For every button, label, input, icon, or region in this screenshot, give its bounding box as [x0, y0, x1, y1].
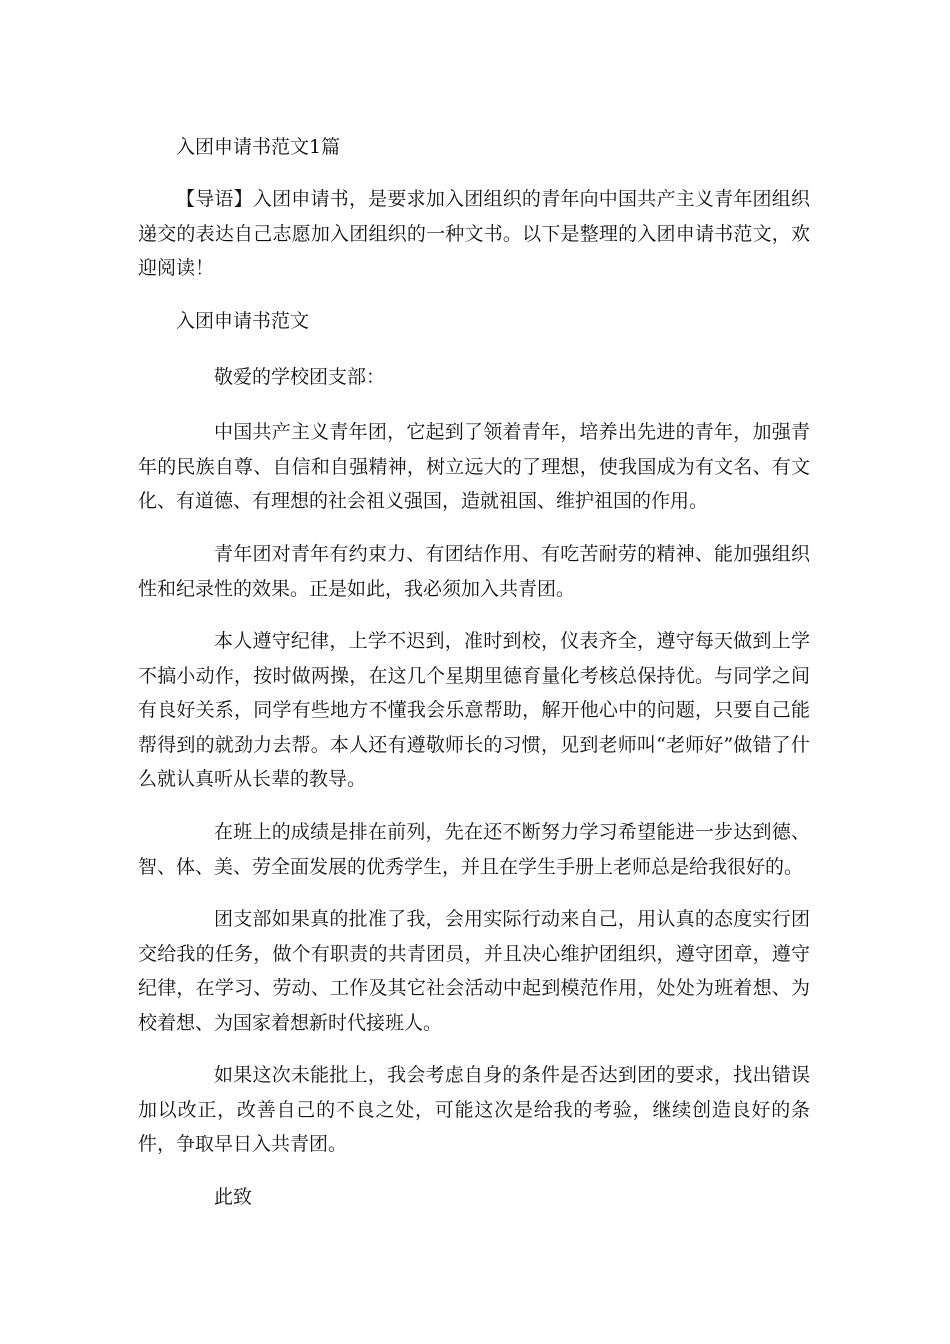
body-paragraph: 中国共产主义青年团，它起到了领着青年，培养出先进的青年，加强青年的民族自尊、自信和自强精神，树立远大的了理想，使我国成为有文名、有文化、有道德、有理想的社会祖义强国，造就祖国、维护祖国的作用。 [138, 421, 810, 512]
body-paragraph: 团支部如果真的批准了我，会用实际行动来自己，用认真的态度实行团交给我的任务，做个有职责的共青团员，并且决心维护团组织，遵守团章，遵守纪律，在学习、劳动、工作及其它社会活动中起到模范作用，处处为班着想、为校着想、为国家着想新时代接班人。 [138, 908, 810, 1034]
closing: 此致 [214, 1186, 253, 1208]
body-paragraph: 本人遵守纪律，上学不迟到，准时到校，仪表齐全，遵守每天做到上学不搞小动作，按时做两操，在这几个星期里德育量化考核总保持优。与同学之间有良好关系，同学有些地方不懂我会乐意帮助，解开他心中的问题，只要自己能帮得到的就劲力去帮。本人还有遵敬师长的习惯，见到老师叫“老师好”做错了什么就认真听从长辈的教导。 [138, 630, 810, 790]
body-paragraph: 如果这次未能批上，我会考虑自身的条件是否达到团的要求，找出错误加以改正，改善自己的不良之处，可能这次是给我的考验，继续创造良好的条件，争取早日入共青团。 [138, 1064, 810, 1155]
body-paragraph: 在班上的成绩是排在前列，先在还不断努力学习希望能进一步达到德、智、体、美、劳全面发展的优秀学生，并且在学生手册上老师总是给我很好的。 [138, 821, 810, 878]
intro-paragraph: 【导语】入团申请书，是要求加入团组织的青年向中国共产主义青年团组织递交的表达自己志愿加入团组织的一种文书。以下是整理的入团申请书范文，欢迎阅读！ [138, 188, 810, 279]
body-paragraph: 青年团对青年有约束力、有团结作用、有吃苦耐劳的精神、能加强组织性和纪录性的效果。正是如此，我必须加入共青团。 [138, 543, 810, 600]
document-title: 入团申请书范文1篇 [176, 136, 341, 158]
salutation: 敬爱的学校团支部： [214, 366, 386, 388]
section-subtitle: 入团申请书范文 [176, 310, 310, 332]
